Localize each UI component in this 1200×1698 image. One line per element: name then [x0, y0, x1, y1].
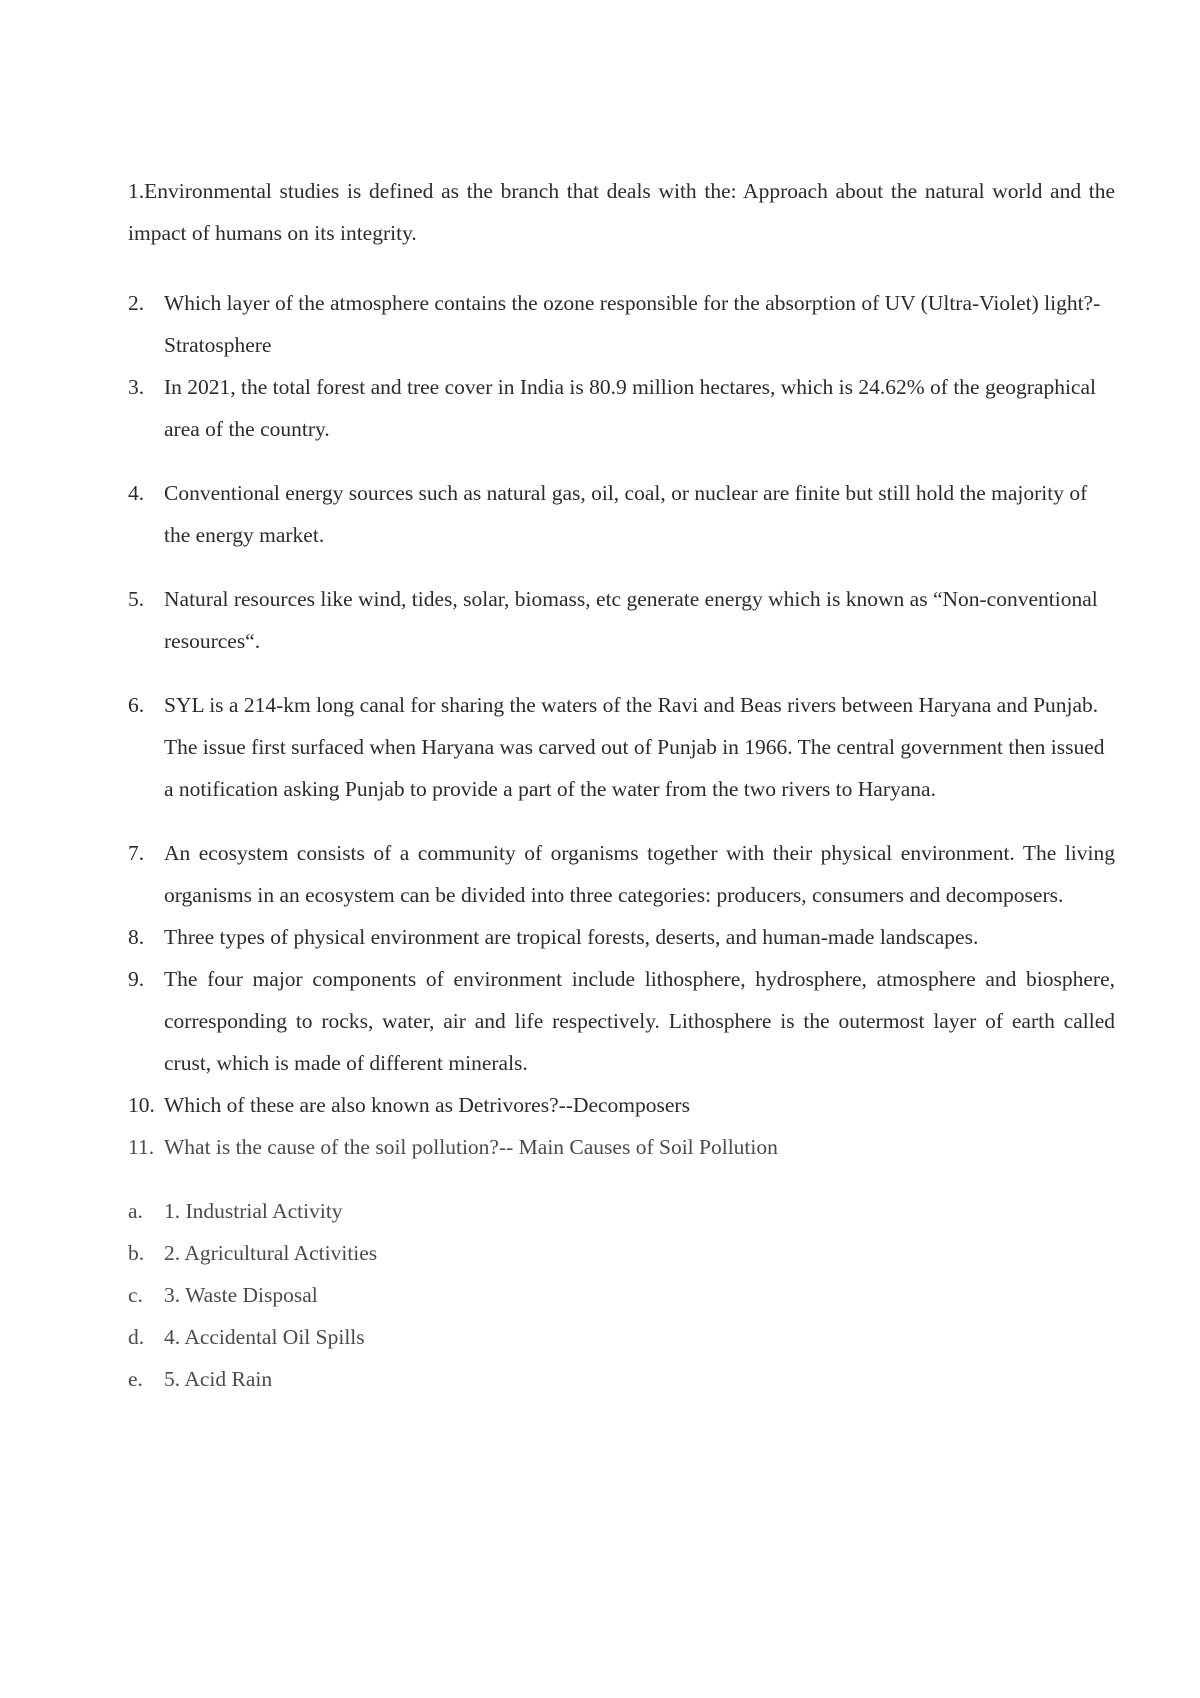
- sub-letter: e.: [128, 1367, 143, 1391]
- sub-text: 1. Industrial Activity: [164, 1199, 343, 1223]
- sub-item-d: [128, 1316, 1115, 1358]
- sub-letter: d.: [128, 1325, 145, 1349]
- list-item-6: [128, 684, 1115, 810]
- sub-item-b: [128, 1232, 1115, 1274]
- document-body: [128, 170, 1115, 1400]
- sub-text: 4. Accidental Oil Spills: [164, 1325, 365, 1349]
- list-item-9: [128, 958, 1115, 1084]
- list-number: 10.: [128, 1093, 155, 1117]
- list-text: Conventional energy sources such as natural gas, oil, coal, or nuclear are finite but still hold the majority of the energy market.: [164, 481, 1088, 547]
- list-number: 6.: [128, 693, 145, 717]
- list-text: Three types of physical environment are tropical forests, deserts, and human-made landscapes.: [164, 925, 979, 949]
- list-text: Which of these are also known as Detrivores?--Decomposers: [164, 1093, 690, 1117]
- sub-item-c: [128, 1274, 1115, 1316]
- intro-paragraph: 1.Environmental studies is defined as the branch that deals with the: Approach about the natural world and the impact of humans on its integrity.: [128, 179, 1115, 245]
- list-number: 5.: [128, 587, 145, 611]
- sub-text: 2. Agricultural Activities: [164, 1241, 378, 1265]
- list-text: The four major components of environment include lithosphere, hydrosphere, atmosphere and biosphere, corresponding to rocks, water, air and life respectively. Lithosphere is the outermost layer of earth called crust, which is made of different minerals.: [164, 967, 1115, 1075]
- list-text: What is the cause of the soil pollution?-- Main Causes of Soil Pollution: [164, 1135, 778, 1159]
- list-number: 11.: [128, 1135, 155, 1159]
- list-number: 3.: [128, 375, 145, 399]
- sub-letter: b.: [128, 1241, 145, 1265]
- list-number: 4.: [128, 481, 145, 505]
- sub-item-e: [128, 1358, 1115, 1400]
- list-item-11: [128, 1126, 1115, 1168]
- list-item-10: [128, 1084, 1115, 1126]
- list-number: 7.: [128, 841, 145, 865]
- list-item-5: [128, 578, 1115, 662]
- sub-item-a: [128, 1190, 1115, 1232]
- sub-text: 3. Waste Disposal: [164, 1283, 318, 1307]
- sub-letter: c.: [128, 1283, 143, 1307]
- list-number: 9.: [128, 967, 145, 991]
- list-text: Which layer of the atmosphere contains the ozone responsible for the absorption of UV (Ultra-Violet) light?- Stratosphere: [164, 291, 1101, 357]
- list-number: 8.: [128, 925, 145, 949]
- sub-letter: a.: [128, 1199, 143, 1223]
- list-text: Natural resources like wind, tides, solar, biomass, etc generate energy which is known as “Non-conventional resources“.: [164, 587, 1098, 653]
- list-item-3: [128, 366, 1115, 450]
- list-text: In 2021, the total forest and tree cover in India is 80.9 million hectares, which is 24.62% of the geographical area of the country.: [164, 375, 1096, 441]
- list-text: SYL is a 214-km long canal for sharing the waters of the Ravi and Beas rivers between Haryana and Punjab. The issue first surfaced when Haryana was carved out of Punjab in 1966. The central government then issued a notification asking Punjab to provide a part of the water from the two rivers to Haryana.: [164, 693, 1105, 801]
- list-item-4: [128, 472, 1115, 556]
- sub-text: 5. Acid Rain: [164, 1367, 273, 1391]
- list-item-7: [128, 832, 1115, 916]
- list-item-2: [128, 282, 1115, 366]
- list-text: An ecosystem consists of a community of organisms together with their physical environment. The living organisms in an ecosystem can be divided into three categories: producers, consumers and decomposers.: [164, 841, 1115, 907]
- list-item-8: [128, 916, 1115, 958]
- list-number: 2.: [128, 291, 145, 315]
